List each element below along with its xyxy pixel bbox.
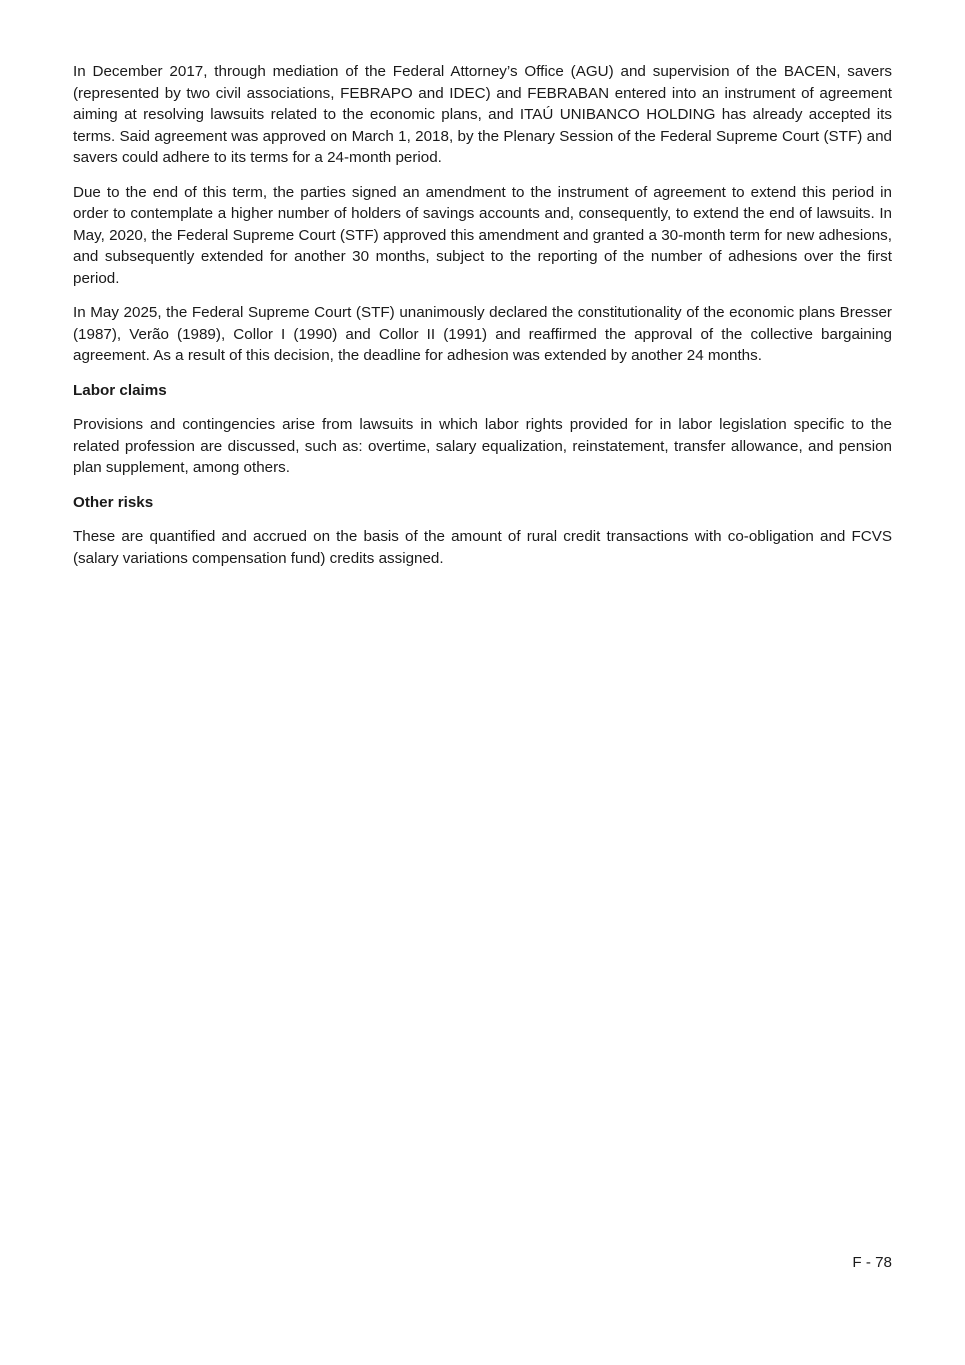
other-risks-paragraph: These are quantified and accrued on the basis of the amount of rural credit transactions with co-obligation and FCVS (salary variations compensation fund) credits assigned. (73, 528, 892, 567)
paragraph-amendment: Due to the end of this term, the parties signed an amendment to the instrument of agreement to extend this period in order to contemplate a higher number of holders of savings accounts and, consequently, to extend the end of lawsuits. In May, 2020, the Federal Supreme Court (STF) approved this amendment and granted a 30-month term for new adhesions, and subsequently extended for another 30 months, subject to the reporting of the number of adhesions over the first period. (73, 183, 892, 287)
other-risks-heading: Other risks (73, 493, 154, 511)
page-number: F - 78 (852, 1254, 892, 1271)
paragraph-agreement: In December 2017, through mediation of the Federal Attorney’s Office (AGU) and supervision of the BACEN, savers (represented by two civil associations, FEBRAPO and IDEC) and FEBRABAN entered into an instrument of agreement aiming at resolving lawsuits related to the economic plans, and ITAÚ UNIBANCO HOLDING has already accepted its terms. Said agreement was approved on March 1, 2018, by the Plenary Session of the Federal Supreme Court (STF) and savers could adhere to its terms for a 24-month period. (73, 63, 892, 166)
paragraph-stf-decision: In May 2025, the Federal Supreme Court (STF) unanimously declared the constitutionality of the economic plans Bresser (1987), Verão (1989), Collor I (1990) and Collor II (1991) and reaffirmed the approval of the collective bargaining agreement. As a result of this decision, the deadline for adhesion was extended by another 24 months. (73, 304, 892, 364)
document-body (73, 61, 892, 582)
labor-claims-paragraph: Provisions and contingencies arise from lawsuits in which labor rights provided for in labor legislation specific to the related profession are discussed, such as: overtime, salary equalization, reinstatement, transfer allowance, and pension plan supplement, among others. (73, 416, 892, 476)
labor-claims-heading: Labor claims (73, 381, 167, 399)
